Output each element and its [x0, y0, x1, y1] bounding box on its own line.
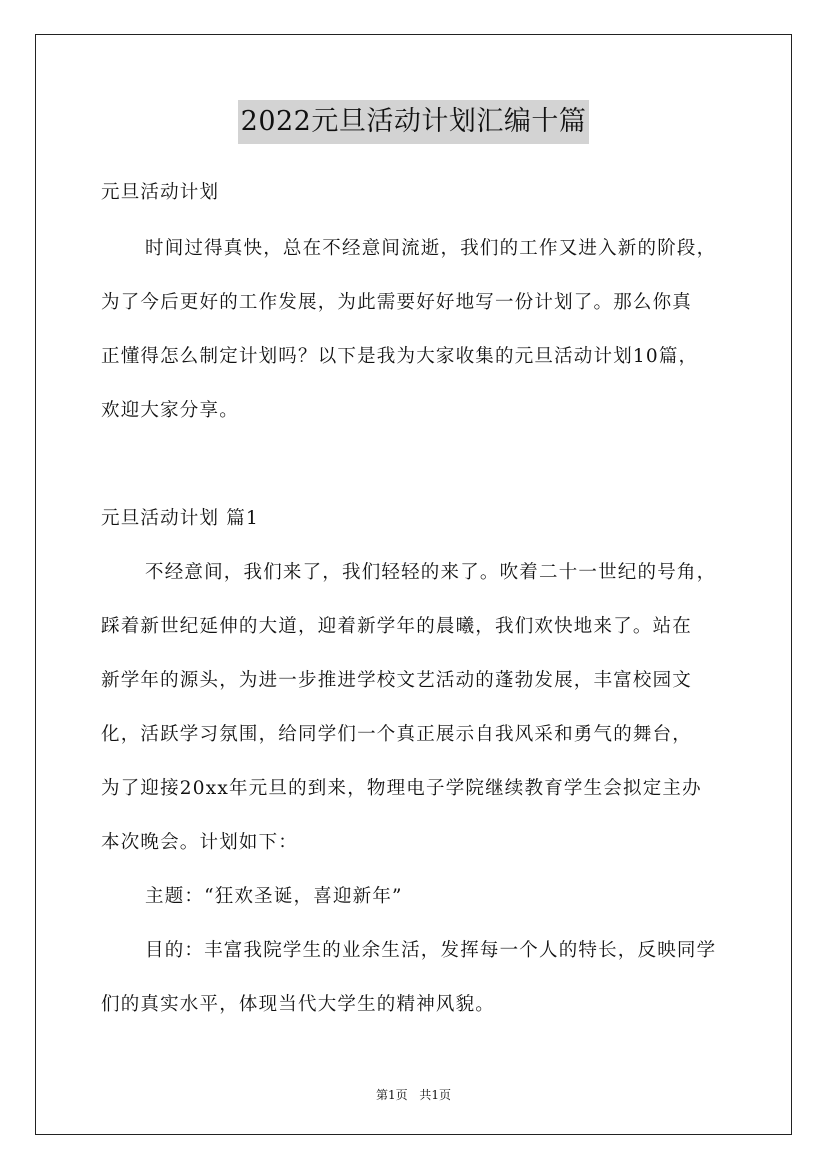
paragraph-line: 踩着新世纪延伸的大道，迎着新学年的晨曦，我们欢快地来了。站在: [101, 616, 693, 637]
paragraph-line: 目的：丰富我院学生的业余生活，发挥每一个人的特长，反映同学: [145, 940, 717, 961]
paragraph-line: 为了迎接20xx年元旦的到来，物理电子学院继续教育学生会拟定主办: [101, 778, 702, 799]
paragraph-line: 化，活跃学习氛围，给同学们一个真正展示自我风采和勇气的舞台，: [101, 724, 693, 745]
paragraph-line: 不经意间，我们来了，我们轻轻的来了。吹着二十一世纪的号角，: [145, 562, 717, 583]
paragraph-line: 们的真实水平，体现当代大学生的精神风貌。: [101, 994, 496, 1015]
page-footer: [0, 1086, 827, 1103]
title-container: [0, 100, 827, 144]
page-total: 共1页: [419, 1088, 452, 1102]
document-title: 2022元旦活动计划汇编十篇: [238, 100, 590, 144]
paragraph-line: 为了今后更好的工作发展，为此需要好好地写一份计划了。那么你真: [101, 292, 693, 313]
paragraph-line: 正懂得怎么制定计划吗？以下是我为大家收集的元旦活动计划10篇，: [101, 346, 699, 367]
paragraph-line: 主题：“狂欢圣诞，喜迎新年”: [145, 886, 403, 907]
section-heading: 元旦活动计划 篇1: [101, 508, 259, 529]
paragraph-line: 新学年的源头，为进一步推进学校文艺活动的蓬勃发展，丰富校园文: [101, 670, 693, 691]
paragraph-line: 本次晚会。计划如下：: [101, 832, 299, 853]
page-number: 第1页: [375, 1088, 408, 1102]
section-heading: 元旦活动计划: [101, 182, 220, 203]
paragraph-line: 欢迎大家分享。: [101, 400, 239, 421]
paragraph-line: 时间过得真快，总在不经意间流逝，我们的工作又进入新的阶段，: [145, 238, 717, 259]
